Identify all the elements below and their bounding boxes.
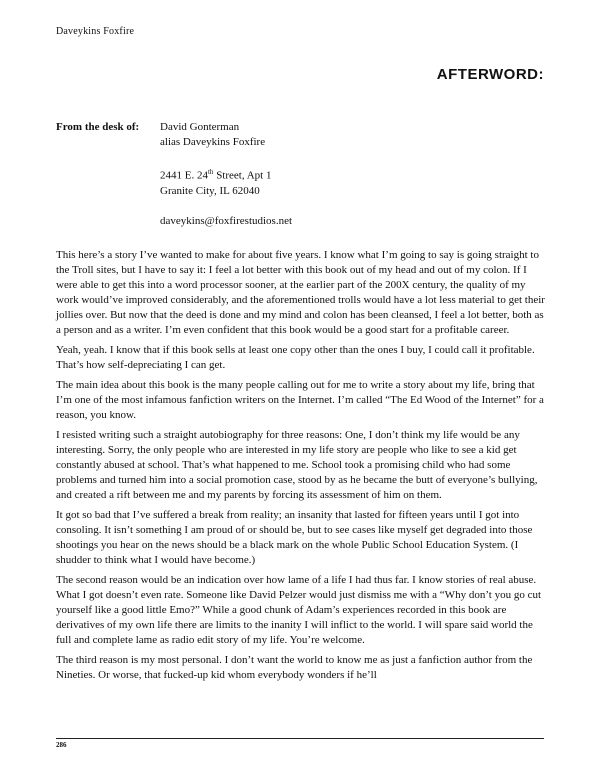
address-street-name: Street, Apt 1 [213,169,272,182]
paragraph: The second reason would be an indication over how lame of a life I had thus far. I know stories of real abuse. What I got doesn’t even rate. Someone like David Pelzer would just dismiss me with a “Why don’t you go cut yourself like a good little Emo?” While a good chunk of Adam’s experiences recorded in this book are derivatives of my own life there are limits to the inanity I will inflict to the world. I will spare said world the full and complete lame as radio edit story of my life. You’re welcome. [56,574,542,646]
contact-details [160,120,292,229]
address-street-number: 2441 E. 24 [160,169,208,182]
page-number: 286 [56,741,67,749]
paragraph: This here’s a story I’ve wanted to make for about five years. I know what I’m going to say is going straight to the Troll sites, but I have to say it: I feel a lot better with this book out of my head and out of my colon. If I were able to get this into a word processor sooner, at the earlier part of the 200X century, the quality of my work would’ve improved considerably, and the aforementioned trolls would have a lot less material to get their jollies over. But now that the deed is done and my mind and colon has been cleansed, I feel a lot better, both as a person and as a writer. I’m even confident that this book would be a good start for a profitable career. [56,249,545,336]
paragraph: I resisted writing such a straight autobiography for three reasons: One, I don’t think my life would be any interesting. Sorry, the only people who are interested in my life story are people who like to see a kid get constantly abused at school. That’s what happened to me. School took a promising child who had some problems and turned him into a social promotion case, stood by as he became the butt of everyone’s bullying, and created a rift between me and my parents by forcing its assessment of him on them. [56,429,538,501]
running-header: Daveykins Foxfire [56,26,135,37]
desk-label: From the desk of: [56,121,140,133]
address-street [160,165,292,184]
author-email: daveykins@foxfirestudios.net [160,214,293,227]
body-text [56,248,546,688]
address-city: Granite City, IL 62040 [160,184,260,197]
footer-divider [56,738,544,739]
author-name: David Gonterman [160,121,240,133]
paragraph: It got so bad that I’ve suffered a break from reality; an insanity that lasted for fifteen years until I got into consoling. It isn’t something I am proud of or should be, but to see cases like myself get degraded into those shootings you hear on the news should be a black mark on the whole Public School Education System. (I shudder to think what I would have become.) [56,509,533,566]
address-street-suffix: th [207,168,214,176]
paragraph: The main idea about this book is the many people calling out for me to write a story about my life, bring that I’m one of the most infamous fanfiction writers on the Internet. I’m called “The Ed Wood of the Internet” for a reason, you know. [56,379,544,421]
paragraph: The third reason is my most personal. I don’t want the world to know me as just a fanfiction author from the Nineties. Or worse, that fucked-up kid whom everybody wonders if he’ll [56,654,533,681]
paragraph: Yeah, yeah. I know that if this book sells at least one copy other than the ones I buy, I could call it profitable. That’s how self-depreciating I can get. [56,344,535,371]
page-title: AFTERWORD: [436,66,544,83]
author-alias: alias Daveykins Foxfire [160,136,266,148]
